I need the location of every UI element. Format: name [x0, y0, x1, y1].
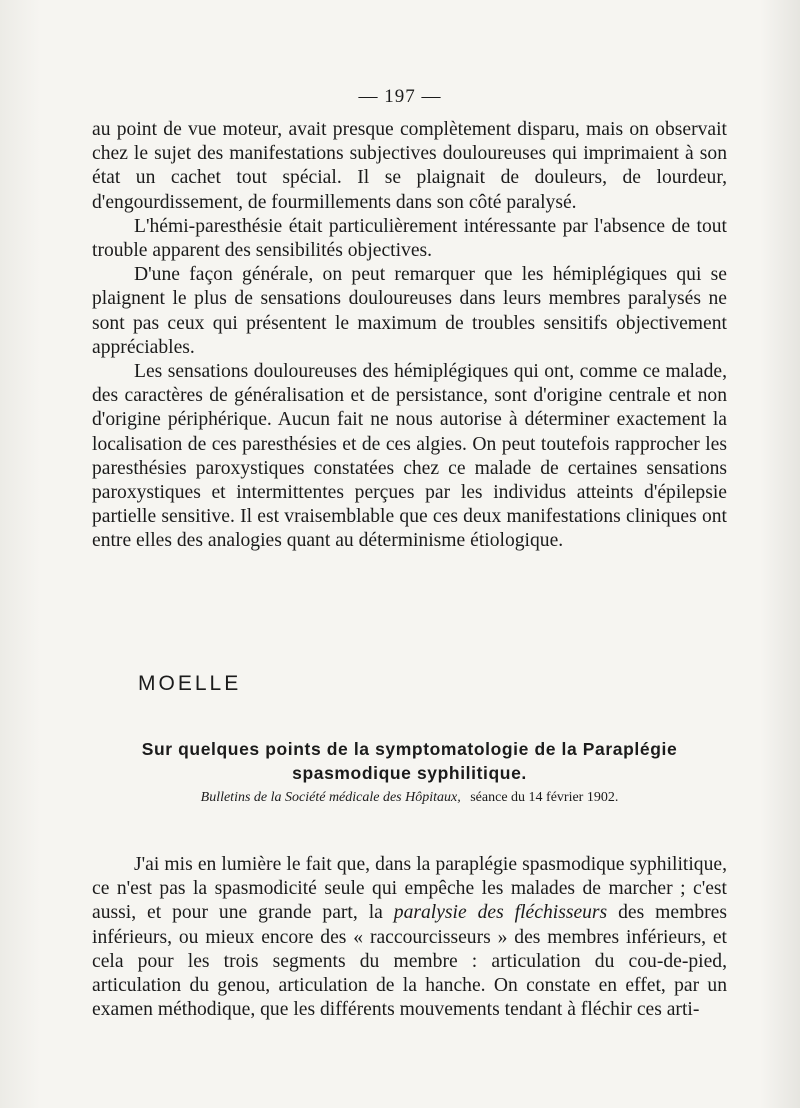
paragraph: au point de vue moteur, avait presque complètement disparu, mais on observait chez le sujet des manifestations subjectives douloureuses qui imprimaient à son état un cachet tout spécial. Il se plaignait de douleurs, de lourdeur, d'engourdissement, de fourmillements dans son côté paralysé.: [92, 119, 727, 213]
section-heading: MOELLE: [138, 672, 242, 695]
emphasized-phrase: paralysie des fléchisseurs: [393, 902, 608, 924]
citation-session: séance du 14 février 1902.: [470, 790, 619, 805]
citation: [92, 790, 727, 806]
paragraph: [92, 853, 727, 1022]
paragraph: D'une façon générale, on peut remarquer que les hémiplégiques qui se plaignent le plus de sensations douloureuses dans leurs membres paralysés ne sont pas ceux qui présentent le maximum de troubles sensitifs objectivement appréciables.: [92, 264, 727, 358]
paragraph-text: J'ai mis en lumière le fait que, dans la paraplégie spasmodique syphilitique, ce n'est pas la spasmodicité seule qui empêche les malades de marcher ; c'est aussi, et pour une grande part, la: [92, 854, 727, 924]
paragraph-text: des membres inférieurs, ou mieux encore des « raccourcisseurs » des membres inférieurs, et cela pour les trois segments du membre : articulation du cou-de-pied, articulation du genou, articulation de la hanche. On constate en effet, par un examen méthodique, que les différents mouvements tendant à fléchir ces arti-: [92, 902, 727, 1021]
citation-journal: Bulletins de la Société médicale des Hôpitaux,: [200, 790, 461, 805]
paragraph: Les sensations douloureuses des hémiplégiques qui ont, comme ce malade, des caractères de généralisation et de persistance, sont d'origine centrale et non d'origine périphérique. Aucun fait ne nous autorise à déterminer exactement la localisation de ces paresthésies et de ces algies. On peut toutefois rapprocher les paresthésies paroxystiques constatées chez ce malade de certaines sensations paroxystiques et intermittentes perçues par les individus atteints d'épilepsie partielle sensitive. Il est vraisemblable que ces deux manifestations cliniques ont entre elles des analogies quant au déterminisme étiologique.: [92, 361, 727, 552]
body-text-bottom: [92, 853, 727, 1022]
page-number: — 197 —: [358, 86, 442, 107]
article-title: Sur quelques points de la symptomatologie de la Paraplégie spasmodique syphilitique.: [141, 739, 678, 783]
paragraph: L'hémi-paresthésie était particulièrement intéressante par l'absence de tout trouble apparent des sensibilités objectives.: [92, 215, 727, 262]
body-text-top: [92, 118, 727, 554]
